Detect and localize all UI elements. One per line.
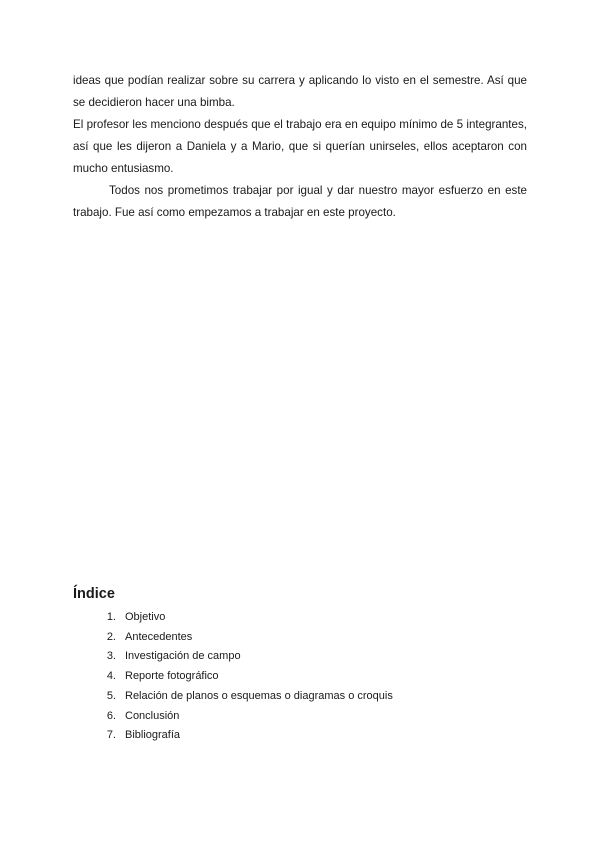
index-item-number: 4.: [106, 670, 116, 683]
index-item-number: 6.: [106, 709, 116, 722]
index-item: [73, 628, 533, 648]
index-item-label: Bibliografía: [125, 729, 181, 742]
index-item-label: Relación de planos o esquemas o diagramas o croquis: [125, 689, 393, 702]
paragraph-1: ideas que podían realizar sobre su carrera y aplicando lo visto en el semestre. Así que se decidieron hacer una bimba.: [73, 74, 527, 109]
index-item-label: Objetivo: [125, 611, 166, 623]
index-item-number: 2.: [106, 630, 116, 643]
index-item: [73, 608, 533, 628]
body-text: [73, 70, 527, 224]
index-item-label: Reporte fotográfico: [125, 670, 219, 683]
index-item: [73, 687, 533, 707]
index-item-number: 7.: [106, 729, 116, 742]
paragraph-2: El profesor les menciono después que el trabajo era en equipo mínimo de 5 integrantes, así que les dijeron a Daniela y a Mario, que si querían unirseles, ellos aceptaron con mucho entusiasmo.: [73, 118, 527, 175]
index-item: [73, 667, 533, 687]
index-item: [73, 726, 533, 746]
index-item: [73, 707, 533, 727]
index-item-number: 3.: [106, 650, 116, 663]
index-title: Índice: [73, 586, 115, 602]
paragraph-3: Todos nos prometimos trabajar por igual y dar nuestro mayor esfuerzo en este trabajo. Fue así como empezamos a trabajar en este proyecto.: [73, 184, 527, 219]
index-item: [73, 647, 533, 667]
index-list: [73, 608, 533, 746]
index-item-label: Investigación de campo: [125, 650, 241, 663]
index-item-number: 5.: [106, 689, 116, 702]
index-item-label: Conclusión: [125, 709, 180, 722]
index-item-number: 1.: [106, 611, 116, 623]
index-item-label: Antecedentes: [125, 630, 193, 643]
